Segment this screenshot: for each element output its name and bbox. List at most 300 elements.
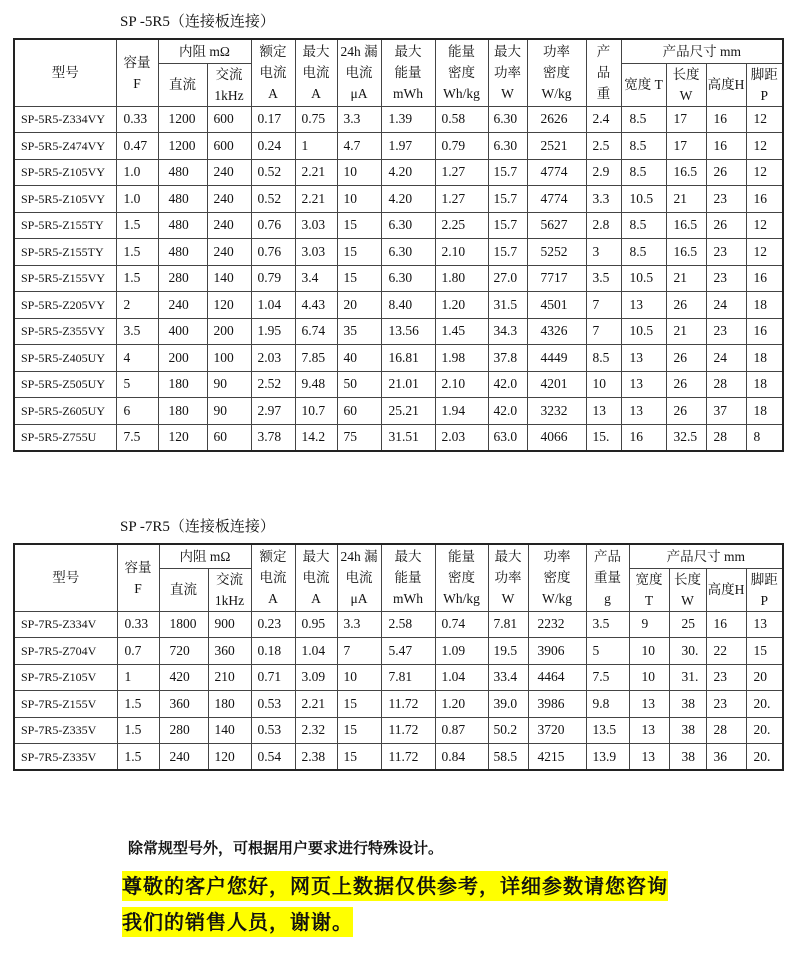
cell-capacitance: 6: [116, 398, 158, 425]
cell-energy-density: 2.03: [435, 424, 488, 451]
cell-max-energy: 4.20: [381, 186, 435, 213]
cell-model: SP-7R5-Z105V: [14, 664, 117, 691]
table-body: [14, 106, 783, 451]
cell-energy-density: 2.10: [435, 371, 488, 398]
cell-width: 10.5: [621, 265, 666, 292]
cell-capacitance: 0.33: [116, 106, 158, 133]
cell-max-energy: 25.21: [381, 398, 435, 425]
cell-max-power: 50.2: [488, 717, 528, 744]
cell-height: 36: [706, 744, 746, 771]
cell-max-energy: 6.30: [381, 239, 435, 266]
cell-pin-pitch: 18: [746, 345, 783, 372]
header-energy-density: 能量 密度 Wh/kg: [435, 39, 488, 106]
cell-energy-density: 1.20: [435, 691, 488, 718]
cell-pin-pitch: 20.: [746, 691, 783, 718]
cell-dc-resistance: 480: [158, 159, 207, 186]
cell-height: 28: [706, 424, 746, 451]
cell-ac-resistance: 360: [208, 638, 251, 665]
cell-max-power: 33.4: [488, 664, 528, 691]
cell-length: 21: [666, 318, 706, 345]
cell-pin-pitch: 18: [746, 398, 783, 425]
cell-capacitance: 1.5: [117, 717, 159, 744]
cell-height: 23: [706, 664, 746, 691]
cell-leakage-current: 50: [337, 371, 381, 398]
cell-dc-resistance: 400: [158, 318, 207, 345]
cell-length: 21: [666, 186, 706, 213]
cell-length: 32.5: [666, 424, 706, 451]
cell-leakage-current: 10: [337, 664, 381, 691]
cell-weight: 10: [586, 371, 621, 398]
cell-capacitance: 1.0: [116, 186, 158, 213]
cell-rated-current: 0.79: [251, 265, 295, 292]
cell-model: SP-7R5-Z335V: [14, 717, 117, 744]
cell-max-current: 2.32: [295, 717, 337, 744]
table-header: [14, 544, 783, 611]
cell-height: 16: [706, 133, 746, 160]
cell-power-density: 4201: [527, 371, 586, 398]
cell-energy-density: 1.09: [435, 638, 488, 665]
header-rated-current: 额定 电流 A: [251, 39, 295, 106]
header-max-energy: 最大 能量 mWh: [381, 544, 435, 611]
cell-max-power: 6.30: [488, 133, 527, 160]
cell-dc-resistance: 180: [158, 398, 207, 425]
cell-width: 8.5: [621, 212, 666, 239]
header-dimensions: 产品尺寸 mm: [621, 39, 783, 63]
cell-model: SP-5R5-Z405UY: [14, 345, 116, 372]
cell-max-current: 3.03: [295, 239, 337, 266]
header-ac-resistance: 交流 1kHz: [207, 63, 251, 106]
cell-max-current: 2.21: [295, 159, 337, 186]
cell-height: 28: [706, 371, 746, 398]
cell-leakage-current: 15: [337, 265, 381, 292]
header-weight: 产 品 重: [586, 39, 621, 106]
cell-height: 26: [706, 159, 746, 186]
header-max-current: 最大 电流 A: [295, 544, 337, 611]
cell-weight: 9.8: [586, 691, 629, 718]
cell-max-power: 58.5: [488, 744, 528, 771]
cell-width: 13: [621, 292, 666, 319]
cell-energy-density: 0.58: [435, 106, 488, 133]
table-row: [14, 239, 783, 266]
table-row: [14, 424, 783, 451]
disclaimer-text-1: 尊敬的客户您好，网页上数据仅供参考，详细参数请您咨询: [122, 871, 668, 901]
cell-pin-pitch: 8: [746, 424, 783, 451]
cell-rated-current: 1.95: [251, 318, 295, 345]
cell-leakage-current: 4.7: [337, 133, 381, 160]
cell-weight: 3.5: [586, 265, 621, 292]
cell-dc-resistance: 1800: [159, 611, 208, 638]
cell-width: 13: [629, 691, 669, 718]
cell-rated-current: 0.71: [251, 664, 295, 691]
cell-model: SP-5R5-Z105VY: [14, 186, 116, 213]
cell-energy-density: 1.20: [435, 292, 488, 319]
cell-dc-resistance: 180: [158, 371, 207, 398]
cell-length: 16.5: [666, 212, 706, 239]
cell-weight: 2.5: [586, 133, 621, 160]
cell-power-density: 4774: [527, 159, 586, 186]
cell-pin-pitch: 12: [746, 106, 783, 133]
header-width: 宽度 T: [621, 63, 666, 106]
cell-ac-resistance: 180: [208, 691, 251, 718]
cell-max-power: 34.3: [488, 318, 527, 345]
cell-capacitance: 1.5: [117, 744, 159, 771]
cell-dc-resistance: 200: [158, 345, 207, 372]
cell-ac-resistance: 600: [207, 133, 251, 160]
cell-rated-current: 2.97: [251, 398, 295, 425]
cell-leakage-current: 3.3: [337, 611, 381, 638]
cell-rated-current: 0.52: [251, 186, 295, 213]
cell-weight: 7.5: [586, 664, 629, 691]
cell-leakage-current: 35: [337, 318, 381, 345]
cell-length: 26: [666, 345, 706, 372]
special-design-note: 除常规型号外，可根据用户要求进行特殊设计。: [128, 839, 444, 857]
cell-rated-current: 0.76: [251, 239, 295, 266]
cell-power-density: 2626: [527, 106, 586, 133]
cell-energy-density: 1.27: [435, 186, 488, 213]
cell-capacitance: 0.33: [117, 611, 159, 638]
cell-height: 23: [706, 186, 746, 213]
header-model: 型号: [14, 39, 116, 106]
cell-max-current: 2.38: [295, 744, 337, 771]
cell-rated-current: 3.78: [251, 424, 295, 451]
cell-power-density: 4215: [528, 744, 586, 771]
cell-ac-resistance: 240: [207, 239, 251, 266]
cell-max-current: 10.7: [295, 398, 337, 425]
header-dimensions: 产品尺寸 mm: [629, 544, 783, 568]
cell-width: 13: [621, 371, 666, 398]
table-row: [14, 371, 783, 398]
header-ac-resistance: 交流 1kHz: [208, 568, 251, 611]
cell-pin-pitch: 15: [746, 638, 783, 665]
cell-energy-density: 1.94: [435, 398, 488, 425]
cell-pin-pitch: 13: [746, 611, 783, 638]
header-row: [14, 544, 783, 568]
cell-ac-resistance: 140: [208, 717, 251, 744]
cell-ac-resistance: 240: [207, 212, 251, 239]
table-row: [14, 398, 783, 425]
cell-leakage-current: 15: [337, 744, 381, 771]
sp5r5-spec-table: [13, 38, 784, 452]
cell-width: 9: [629, 611, 669, 638]
cell-power-density: 3720: [528, 717, 586, 744]
cell-model: SP-5R5-Z334VY: [14, 106, 116, 133]
table-row: [14, 664, 783, 691]
cell-length: 38: [669, 717, 706, 744]
cell-height: 16: [706, 611, 746, 638]
cell-model: SP-5R5-Z155VY: [14, 265, 116, 292]
cell-ac-resistance: 140: [207, 265, 251, 292]
cell-rated-current: 2.52: [251, 371, 295, 398]
cell-leakage-current: 40: [337, 345, 381, 372]
cell-width: 13: [629, 744, 669, 771]
cell-max-energy: 1.97: [381, 133, 435, 160]
cell-energy-density: 0.74: [435, 611, 488, 638]
cell-power-density: 4449: [527, 345, 586, 372]
cell-height: 16: [706, 106, 746, 133]
cell-max-energy: 13.56: [381, 318, 435, 345]
header-row: [14, 39, 783, 63]
cell-capacitance: 7.5: [116, 424, 158, 451]
cell-pin-pitch: 16: [746, 318, 783, 345]
cell-max-power: 15.7: [488, 239, 527, 266]
header-capacitance: 容量 F: [116, 39, 158, 106]
cell-length: 17: [666, 133, 706, 160]
cell-capacitance: 1: [117, 664, 159, 691]
cell-model: SP-7R5-Z334V: [14, 611, 117, 638]
cell-max-energy: 8.40: [381, 292, 435, 319]
cell-model: SP-7R5-Z704V: [14, 638, 117, 665]
cell-max-energy: 7.81: [381, 664, 435, 691]
table-title-sp7r5: SP -7R5（连接板连接）: [120, 519, 275, 535]
cell-power-density: 3906: [528, 638, 586, 665]
cell-power-density: 5627: [527, 212, 586, 239]
cell-ac-resistance: 200: [207, 318, 251, 345]
cell-power-density: 7717: [527, 265, 586, 292]
disclaimer-line-2: [122, 907, 353, 937]
cell-weight: 13.5: [586, 717, 629, 744]
cell-energy-density: 2.10: [435, 239, 488, 266]
cell-max-current: 1.04: [295, 638, 337, 665]
header-weight: 产品 重量 g: [586, 544, 629, 611]
cell-width: 13: [621, 345, 666, 372]
header-max-energy: 最大 能量 mWh: [381, 39, 435, 106]
cell-weight: 2.8: [586, 212, 621, 239]
cell-max-power: 6.30: [488, 106, 527, 133]
cell-model: SP-5R5-Z505UY: [14, 371, 116, 398]
cell-model: SP-7R5-Z335V: [14, 744, 117, 771]
header-leakage-current: 24h 漏 电流 μA: [337, 39, 381, 106]
cell-leakage-current: 75: [337, 424, 381, 451]
cell-height: 22: [706, 638, 746, 665]
cell-width: 10: [629, 664, 669, 691]
cell-ac-resistance: 60: [207, 424, 251, 451]
cell-weight: 3: [586, 239, 621, 266]
cell-max-energy: 31.51: [381, 424, 435, 451]
cell-max-current: 3.4: [295, 265, 337, 292]
cell-pin-pitch: 12: [746, 159, 783, 186]
cell-height: 23: [706, 265, 746, 292]
cell-height: 23: [706, 691, 746, 718]
table-row: [14, 717, 783, 744]
cell-capacitance: 0.7: [117, 638, 159, 665]
cell-weight: 2.4: [586, 106, 621, 133]
cell-ac-resistance: 600: [207, 106, 251, 133]
cell-width: 8.5: [621, 133, 666, 160]
cell-power-density: 4326: [527, 318, 586, 345]
disclaimer-line-1: [122, 871, 668, 901]
cell-model: SP-5R5-Z355VY: [14, 318, 116, 345]
cell-max-current: 0.75: [295, 106, 337, 133]
header-leakage-current: 24h 漏 电流 μA: [337, 544, 381, 611]
cell-max-energy: 4.20: [381, 159, 435, 186]
cell-max-current: 7.85: [295, 345, 337, 372]
cell-pin-pitch: 16: [746, 265, 783, 292]
cell-height: 37: [706, 398, 746, 425]
cell-dc-resistance: 1200: [158, 133, 207, 160]
cell-height: 23: [706, 239, 746, 266]
cell-width: 16: [621, 424, 666, 451]
cell-width: 8.5: [621, 106, 666, 133]
table-row: [14, 744, 783, 771]
cell-max-energy: 16.81: [381, 345, 435, 372]
cell-capacitance: 0.47: [116, 133, 158, 160]
header-internal-resistance: 内阻 mΩ: [159, 544, 251, 568]
cell-max-current: 0.95: [295, 611, 337, 638]
table-row: [14, 106, 783, 133]
cell-length: 26: [666, 292, 706, 319]
cell-leakage-current: 10: [337, 186, 381, 213]
cell-length: 21: [666, 265, 706, 292]
cell-rated-current: 1.04: [251, 292, 295, 319]
header-model: 型号: [14, 544, 117, 611]
cell-height: 28: [706, 717, 746, 744]
cell-max-power: 39.0: [488, 691, 528, 718]
cell-max-current: 2.21: [295, 186, 337, 213]
header-power-density: 功率 密度 W/kg: [528, 544, 586, 611]
cell-pin-pitch: 18: [746, 371, 783, 398]
cell-max-current: 6.74: [295, 318, 337, 345]
cell-energy-density: 1.45: [435, 318, 488, 345]
cell-power-density: 4774: [527, 186, 586, 213]
cell-max-power: 27.0: [488, 265, 527, 292]
cell-model: SP-5R5-Z205VY: [14, 292, 116, 319]
header-dc-resistance: 直流: [159, 568, 208, 611]
cell-energy-density: 1.27: [435, 159, 488, 186]
cell-pin-pitch: 18: [746, 292, 783, 319]
cell-max-current: 3.09: [295, 664, 337, 691]
cell-max-current: 4.43: [295, 292, 337, 319]
cell-leakage-current: 15: [337, 239, 381, 266]
cell-max-energy: 6.30: [381, 212, 435, 239]
header-max-power: 最大 功率 W: [488, 544, 528, 611]
cell-dc-resistance: 1200: [158, 106, 207, 133]
cell-ac-resistance: 240: [207, 186, 251, 213]
cell-power-density: 4464: [528, 664, 586, 691]
header-internal-resistance: 内阻 mΩ: [158, 39, 251, 63]
cell-max-energy: 2.58: [381, 611, 435, 638]
header-pin-pitch: 脚距 P: [746, 568, 783, 611]
table-row: [14, 133, 783, 160]
table-row: [14, 159, 783, 186]
cell-model: SP-5R5-Z755U: [14, 424, 116, 451]
cell-leakage-current: 15: [337, 691, 381, 718]
cell-power-density: 3986: [528, 691, 586, 718]
cell-weight: 8.5: [586, 345, 621, 372]
cell-max-energy: 5.47: [381, 638, 435, 665]
cell-rated-current: 0.53: [251, 717, 295, 744]
cell-dc-resistance: 480: [158, 212, 207, 239]
cell-length: 38: [669, 691, 706, 718]
cell-pin-pitch: 12: [746, 133, 783, 160]
cell-capacitance: 2: [116, 292, 158, 319]
cell-model: SP-5R5-Z155TY: [14, 212, 116, 239]
cell-model: SP-5R5-Z155TY: [14, 239, 116, 266]
table-header: [14, 39, 783, 106]
cell-leakage-current: 7: [337, 638, 381, 665]
cell-max-power: 37.8: [488, 345, 527, 372]
cell-max-energy: 11.72: [381, 691, 435, 718]
cell-rated-current: 0.18: [251, 638, 295, 665]
header-rated-current: 额定 电流 A: [251, 544, 295, 611]
cell-weight: 5: [586, 638, 629, 665]
cell-weight: 3.3: [586, 186, 621, 213]
cell-length: 26: [666, 371, 706, 398]
cell-rated-current: 0.54: [251, 744, 295, 771]
cell-weight: 7: [586, 292, 621, 319]
table-row: [14, 265, 783, 292]
cell-ac-resistance: 100: [207, 345, 251, 372]
cell-rated-current: 0.24: [251, 133, 295, 160]
cell-max-power: 15.7: [488, 186, 527, 213]
cell-dc-resistance: 480: [158, 239, 207, 266]
cell-max-current: 2.21: [295, 691, 337, 718]
cell-height: 26: [706, 212, 746, 239]
cell-energy-density: 2.25: [435, 212, 488, 239]
table-row: [14, 186, 783, 213]
cell-leakage-current: 15: [337, 212, 381, 239]
cell-width: 13: [621, 398, 666, 425]
cell-dc-resistance: 120: [158, 424, 207, 451]
table-title-sp5r5: SP -5R5（连接板连接）: [120, 14, 275, 30]
cell-leakage-current: 20: [337, 292, 381, 319]
cell-capacitance: 5: [116, 371, 158, 398]
cell-width: 8.5: [621, 159, 666, 186]
cell-dc-resistance: 240: [158, 292, 207, 319]
table-row: [14, 292, 783, 319]
cell-weight: 15.: [586, 424, 621, 451]
cell-pin-pitch: 20.: [746, 717, 783, 744]
cell-rated-current: 0.52: [251, 159, 295, 186]
cell-max-power: 42.0: [488, 371, 527, 398]
cell-dc-resistance: 480: [158, 186, 207, 213]
cell-ac-resistance: 210: [208, 664, 251, 691]
cell-max-power: 15.7: [488, 212, 527, 239]
cell-weight: 7: [586, 318, 621, 345]
cell-energy-density: 0.84: [435, 744, 488, 771]
header-dc-resistance: 直流: [158, 63, 207, 106]
header-width: 宽度 T: [629, 568, 669, 611]
cell-dc-resistance: 280: [159, 717, 208, 744]
cell-weight: 13.9: [586, 744, 629, 771]
cell-ac-resistance: 90: [207, 371, 251, 398]
cell-energy-density: 0.79: [435, 133, 488, 160]
cell-energy-density: 0.87: [435, 717, 488, 744]
header-energy-density: 能量 密度 Wh/kg: [435, 544, 488, 611]
cell-power-density: 4066: [527, 424, 586, 451]
cell-dc-resistance: 240: [159, 744, 208, 771]
header-power-density: 功率 密度 W/kg: [527, 39, 586, 106]
cell-length: 31.: [669, 664, 706, 691]
cell-weight: 2.9: [586, 159, 621, 186]
cell-max-current: 3.03: [295, 212, 337, 239]
table-row: [14, 345, 783, 372]
header-height: 高度H: [706, 568, 746, 611]
cell-capacitance: 1.5: [116, 212, 158, 239]
cell-max-power: 15.7: [488, 159, 527, 186]
table-row: [14, 318, 783, 345]
cell-weight: 3.5: [586, 611, 629, 638]
cell-rated-current: 0.17: [251, 106, 295, 133]
header-length: 长度 W: [666, 63, 706, 106]
cell-max-power: 31.5: [488, 292, 527, 319]
table-row: [14, 611, 783, 638]
cell-max-power: 19.5: [488, 638, 528, 665]
cell-pin-pitch: 20.: [746, 744, 783, 771]
cell-pin-pitch: 12: [746, 212, 783, 239]
cell-max-energy: 21.01: [381, 371, 435, 398]
cell-rated-current: 0.53: [251, 691, 295, 718]
header-length: 长度 W: [669, 568, 706, 611]
